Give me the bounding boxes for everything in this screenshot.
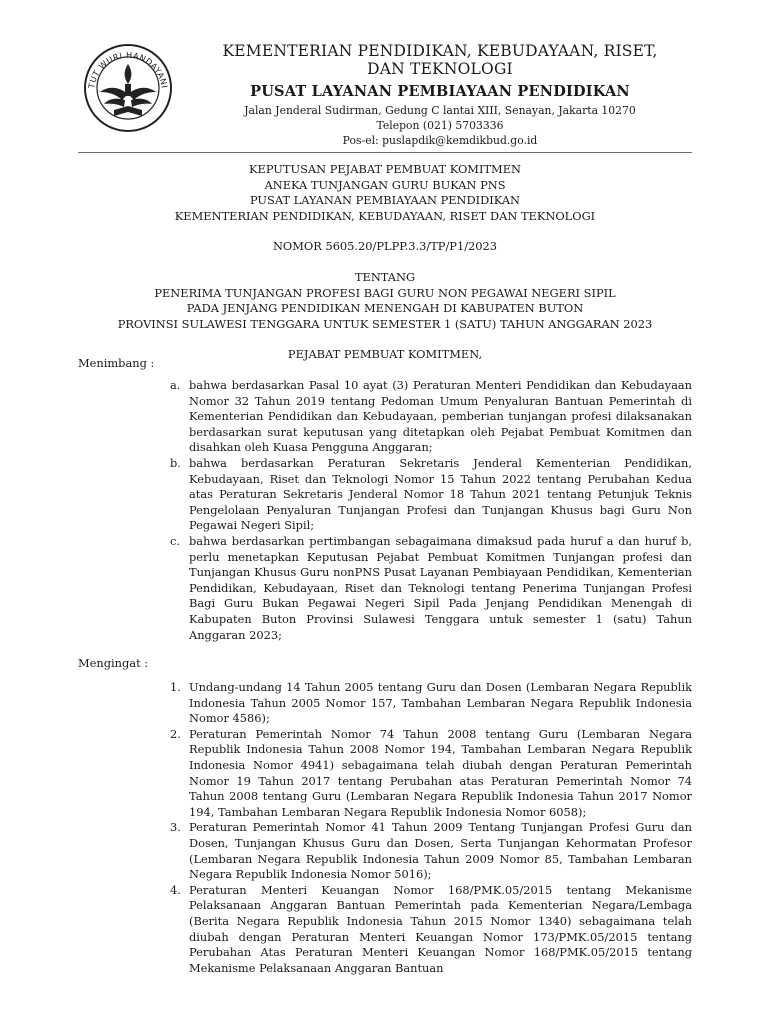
- email: Pos-el: puslapdik@kemdikbud.go.id: [342, 134, 538, 147]
- list-marker: c.: [170, 533, 181, 548]
- list-text: bahwa berdasarkan Peraturan Sekretaris Jenderal Kementerian Pendidikan, Kebudayaan, Riset dan Teknologi Nomor 15 Tahun 2022 tentang Perubahan Kedua atas Peraturan Sekretaris Jenderal Nomor 18 Tahun 2021 tentang Petunjuk Teknis Pengelolaan Penyaluran Tunjangan Profesi dan Tunjangan Khusus bagi Guru Non Pegawai Negeri Sipil;: [189, 455, 692, 533]
- subject-line: PROVINSI SULAWESI TENGGARA UNTUK SEMESTER 1 (SATU) TAHUN ANGGARAN 2023: [117, 316, 653, 331]
- tut-wuri-handayani-logo: [78, 42, 178, 134]
- title-line: PUSAT LAYANAN PEMBIAYAAN PENDIDIKAN: [249, 193, 521, 208]
- list-text: Undang-undang 14 Tahun 2005 tentang Guru dan Dosen (Lembaran Negara Republik Indonesia Tahun 2005 Nomor 157, Tambahan Lembaran Negara Republik Indonesia Nomor 4586);: [189, 680, 692, 726]
- center-name: PUSAT LAYANAN PEMBIAYAAN PENDIDIKAN: [250, 83, 630, 100]
- letterhead: [190, 42, 690, 148]
- list-marker: 1.: [170, 680, 181, 694]
- list-item: [170, 534, 692, 643]
- recalling-label: Mengingat :: [78, 656, 149, 670]
- official-title: PEJABAT PEMBUAT KOMITMEN,: [287, 347, 483, 362]
- ministry-name-line2: DAN TEKNOLOGI: [367, 60, 513, 78]
- considering-label: Menimbang :: [78, 356, 155, 370]
- phone: Telepon (021) 5703336: [376, 119, 504, 132]
- list-text: bahwa berdasarkan Pasal 10 ayat (3) Peraturan Menteri Pendidikan dan Kebudayaan Nomor 32 Tahun 2019 tentang Pedoman Umum Penyaluran Bantuan Pemerintah di Kementerian Pendidikan dan Kebudayaan, pemberian tunjangan profesi dilaksanakan berdasarkan surat keputusan yang ditetapkan oleh Pejabat Pembuat Komitmen dan disahkan oleh Kuasa Pengguna Anggaran;: [189, 378, 692, 455]
- title-line: KEPUTUSAN PEJABAT PEMBUAT KOMITMEN: [249, 162, 521, 176]
- list-marker: a.: [170, 378, 181, 392]
- letterhead-divider: [78, 152, 692, 153]
- title-line: ANEKA TUNJANGAN GURU BUKAN PNS: [264, 177, 506, 192]
- list-text: Peraturan Menteri Keuangan Nomor 168/PMK.05/2015 tentang Mekanisme Pelaksanaan Anggaran Bantuan Pemerintah pada Kementerian Negara/Lembaga (Berita Negara Republik Indonesia Tahun 2015 Nomor 1340) sebagaimana telah diubah dengan Peraturan Menteri Keuangan Nomor 173/PMK.05/2015 tentang Perubahan Atas Peraturan Menteri Keuangan Nomor 168/PMK.05/2015 tentang Mekanisme Pelaksanaan Anggaran Bantuan: [189, 882, 692, 975]
- about-label: TENTANG: [354, 269, 416, 284]
- recalling-list: [170, 680, 692, 976]
- decree-number: NOMOR 5605.20/PLPP.3.3/TP/P1/2023: [272, 239, 498, 254]
- title-line: KEMENTERIAN PENDIDIKAN, KEBUDAYAAN, RISET DAN TEKNOLOGI: [174, 208, 596, 223]
- address: Jalan Jenderal Sudirman, Gedung C lantai XIII, Senayan, Jakarta 10270: [244, 104, 636, 117]
- list-marker: 3.: [170, 820, 181, 835]
- list-item: [170, 456, 692, 534]
- list-item: [170, 727, 692, 821]
- list-text: Peraturan Pemerintah Nomor 74 Tahun 2008 tentang Guru (Lembaran Negara Republik Indonesia Tahun 2008 Nomor 194, Tambahan Lembaran Negara Republik Indonesia Nomor 4941) sebagaimana telah diubah dengan Peraturan Pemerintah Nomor 19 Tahun 2017 tentang Perubahan atas Peraturan Pemerintah Nomor 74 Tahun 2008 tentang Guru (Lembaran Negara Republik Indonesia Tahun 2017 Nomor 194, Tambahan Lembaran Negara Republik Indonesia Nomor 6058);: [189, 726, 692, 819]
- decree-title-block: [78, 162, 692, 363]
- list-item: [170, 883, 692, 977]
- list-text: Peraturan Pemerintah Nomor 41 Tahun 2009 Tentang Tunjangan Profesi Guru dan Dosen, Tunjangan Khusus Guru dan Dosen, Serta Tunjangan Kehormatan Profesor (Lembaran Negara Republik Indonesia Tahun 2009 Nomor 85, Tambahan Lembaran Negara Republik Indonesia Nomor 5016);: [189, 820, 692, 882]
- list-item: [170, 378, 692, 456]
- logo-motto: TUT WURI HANDAYANI: [86, 49, 170, 90]
- list-item: [170, 820, 692, 882]
- list-text: bahwa berdasarkan pertimbangan sebagaimana dimaksud pada huruf a dan huruf b, perlu menetapkan Keputusan Pejabat Pembuat Komitmen Tunjangan profesi dan Tunjangan Khusus Guru nonPNS Pusat Layanan Pembiayaan Pendidikan, Kementerian Pendidikan, Kebudayaan, Riset dan Teknologi tentang Penerima Tunjangan Profesi Bagi Guru Bukan Pegawai Negeri Sipil Pada Jenjang Pendidikan Menengah di Kabupaten Buton Provinsi Sulawesi Tenggara untuk semester 1 (satu) Tahun Anggaran 2023;: [189, 533, 692, 642]
- considering-list: [170, 378, 692, 643]
- list-item: [170, 680, 692, 727]
- subject-line: PADA JENJANG PENDIDIKAN MENENGAH DI KABUPATEN BUTON: [186, 301, 584, 316]
- list-marker: 2.: [170, 726, 181, 741]
- list-marker: 4.: [170, 882, 181, 897]
- subject-line: PENERIMA TUNJANGAN PROFESI BAGI GURU NON PEGAWAI NEGERI SIPIL: [154, 285, 616, 300]
- list-marker: b.: [170, 455, 181, 470]
- ministry-name-line1: KEMENTERIAN PENDIDIKAN, KEBUDAYAAN, RISET,: [222, 42, 658, 60]
